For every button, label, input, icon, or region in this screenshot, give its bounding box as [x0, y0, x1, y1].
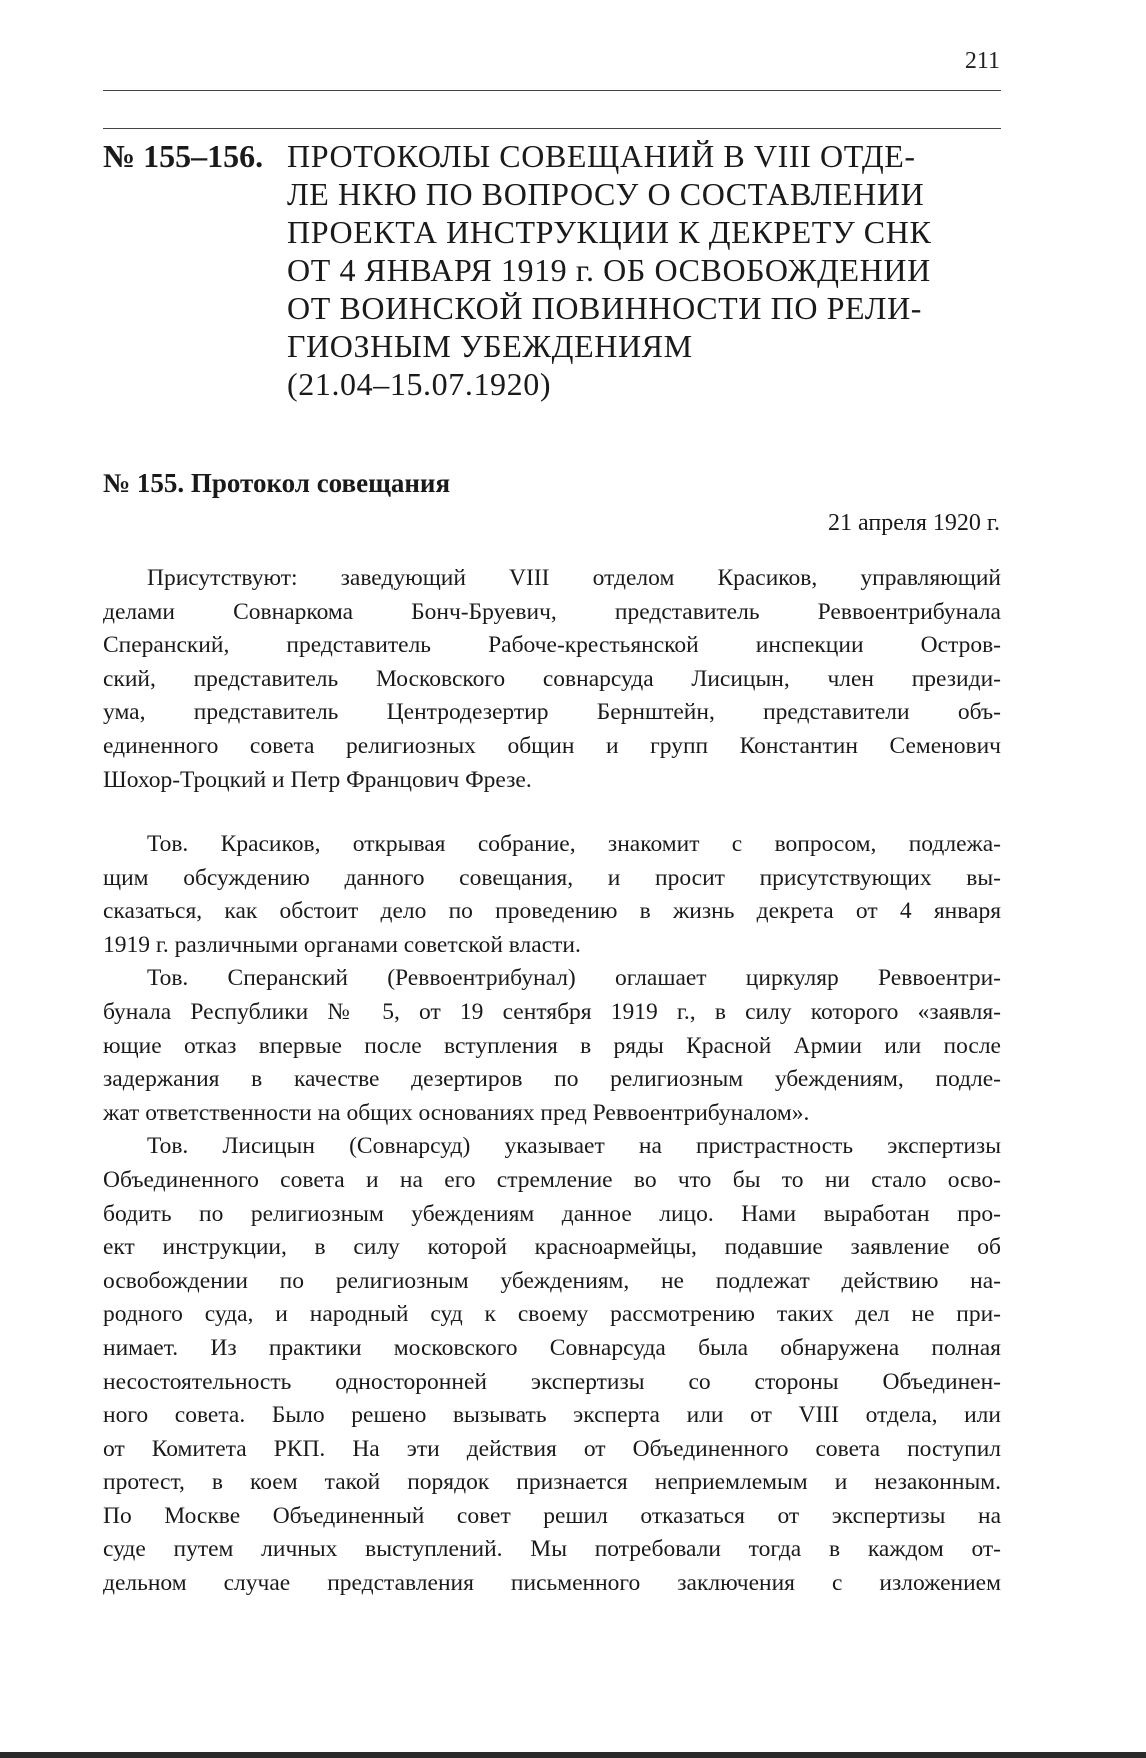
text-line: дельном случае представления письменного заключения с изложением [103, 1570, 1001, 1597]
title-line: ГИОЗНЫМ УБЕЖДЕНИЯМ [287, 328, 693, 364]
text-line: Шохор-Троцкий и Петр Францович Фрезе. [103, 766, 532, 793]
text-line: задержания в качестве дезертиров по религиозным убеждениям, подле- [103, 1066, 1001, 1093]
text-line: жат ответственности на общих основаниях пред Реввоентрибуналом». [103, 1099, 810, 1126]
attendees-paragraph [103, 562, 1001, 797]
text-line: Тов. Сперанский (Реввоентрибунал) оглашает циркуляр Реввоентри- [147, 965, 1001, 992]
title-line: (21.04–15.07.1920) [287, 366, 552, 402]
text-line: 1919 г. различными органами советской власти. [103, 931, 581, 958]
title-line: ПРОЕКТА ИНСТРУКЦИИ К ДЕКРЕТУ СНК [287, 214, 932, 250]
title-line: ОТ 4 ЯНВАРЯ 1919 г. ОБ ОСВОБОЖДЕНИИ [287, 252, 931, 288]
text-line: нимает. Из практики московского Совнарсуда была обнаружена полная [103, 1334, 1001, 1361]
text-line: По Москве Объединенный совет решил отказаться от экспертизы на [103, 1502, 1001, 1529]
text-line: единенного совета религиозных общин и групп Константин Семенович [103, 732, 1001, 759]
header-rule [103, 90, 1001, 91]
text-line: родного суда, и народный суд к своему рассмотрению таких дел не при- [103, 1301, 1001, 1328]
text-line: суде путем личных выступлений. Мы потребовали тогда в каждом от- [103, 1536, 1001, 1563]
text-line: Присутствуют: заведующий VIII отделом Красиков, управляющий [147, 565, 1001, 591]
protocol-date: 21 апреля 1920 г. [828, 510, 1000, 536]
discussion-body [103, 828, 1001, 1601]
scan-edge [0, 1752, 1146, 1758]
text-line: бунала Республики № 5, от 19 сентября 1919 г., в силу которого «заявля- [103, 998, 1001, 1025]
text-line: ума, представитель Центродезертир Бернштейн, представители объ- [103, 699, 1001, 726]
title-line: ОТ ВОИНСКОЙ ПОВИННОСТИ ПО РЕЛИ- [287, 290, 923, 326]
text-line: несостоятельность односторонней экспертизы со стороны Объединен- [103, 1368, 1001, 1395]
text-line: ект инструкции, в силу которой красноармейцы, подавшие заявление об [103, 1234, 1001, 1261]
text-line: ющие отказ впервые после вступления в ряды Красной Армии или после [103, 1032, 1001, 1059]
heading-rule [103, 128, 1001, 129]
text-line: делами Совнаркома Бонч-Бруевич, представитель Реввоентрибунала [103, 598, 1001, 625]
document-number: № 155–156. [103, 138, 264, 174]
title-line: ЛЕ НКЮ ПО ВОПРОСУ О СОСТАВЛЕНИИ [287, 176, 925, 212]
paragraph-krasikov [103, 828, 1001, 962]
paragraph-speransky [103, 962, 1001, 1130]
text-line: ский, представитель Московского совнарсуда Лисицын, член президи- [103, 665, 1001, 692]
page-number: 211 [964, 48, 1000, 74]
text-line: щим обсуждению данного совещания, и просит присутствующих вы- [103, 864, 1001, 891]
protocol-title: № 155. Протокол совещания [103, 468, 451, 498]
paragraph-lisitsyn [103, 1130, 1001, 1600]
text-line: протест, в коем такой порядок признается неприемлемым и незаконным. [103, 1469, 1001, 1496]
text-line: сказаться, как обстоит дело по проведению в жизнь декрета от 4 января [103, 898, 1001, 925]
title-line: ПРОТОКОЛЫ СОВЕЩАНИЙ В VIII ОТДЕ- [287, 138, 916, 174]
text-line: Тов. Лисицын (Совнарсуд) указывает на пристрастность экспертизы [147, 1133, 1001, 1160]
document-heading [103, 137, 1001, 403]
text-line: освобождении по религиозным убеждениям, не подлежат действию на- [103, 1267, 1001, 1294]
document-title [287, 137, 1001, 403]
text-line: ного совета. Было решено вызывать эксперта или от VIII отдела, или [103, 1402, 1001, 1429]
text-line: Тов. Красиков, открывая собрание, знакомит с вопросом, подлежа- [147, 831, 1001, 857]
text-line: бодить по религиозным убеждениям данное лицо. Нами выработан про- [103, 1200, 1001, 1227]
text-line: от Комитета РКП. На эти действия от Объединенного совета поступил [103, 1435, 1001, 1462]
text-line: Сперанский, представитель Рабоче-крестьянской инспекции Остров- [103, 632, 1001, 659]
text-line: Объединенного совета и на его стремление во что бы то ни стало осво- [103, 1166, 1001, 1193]
